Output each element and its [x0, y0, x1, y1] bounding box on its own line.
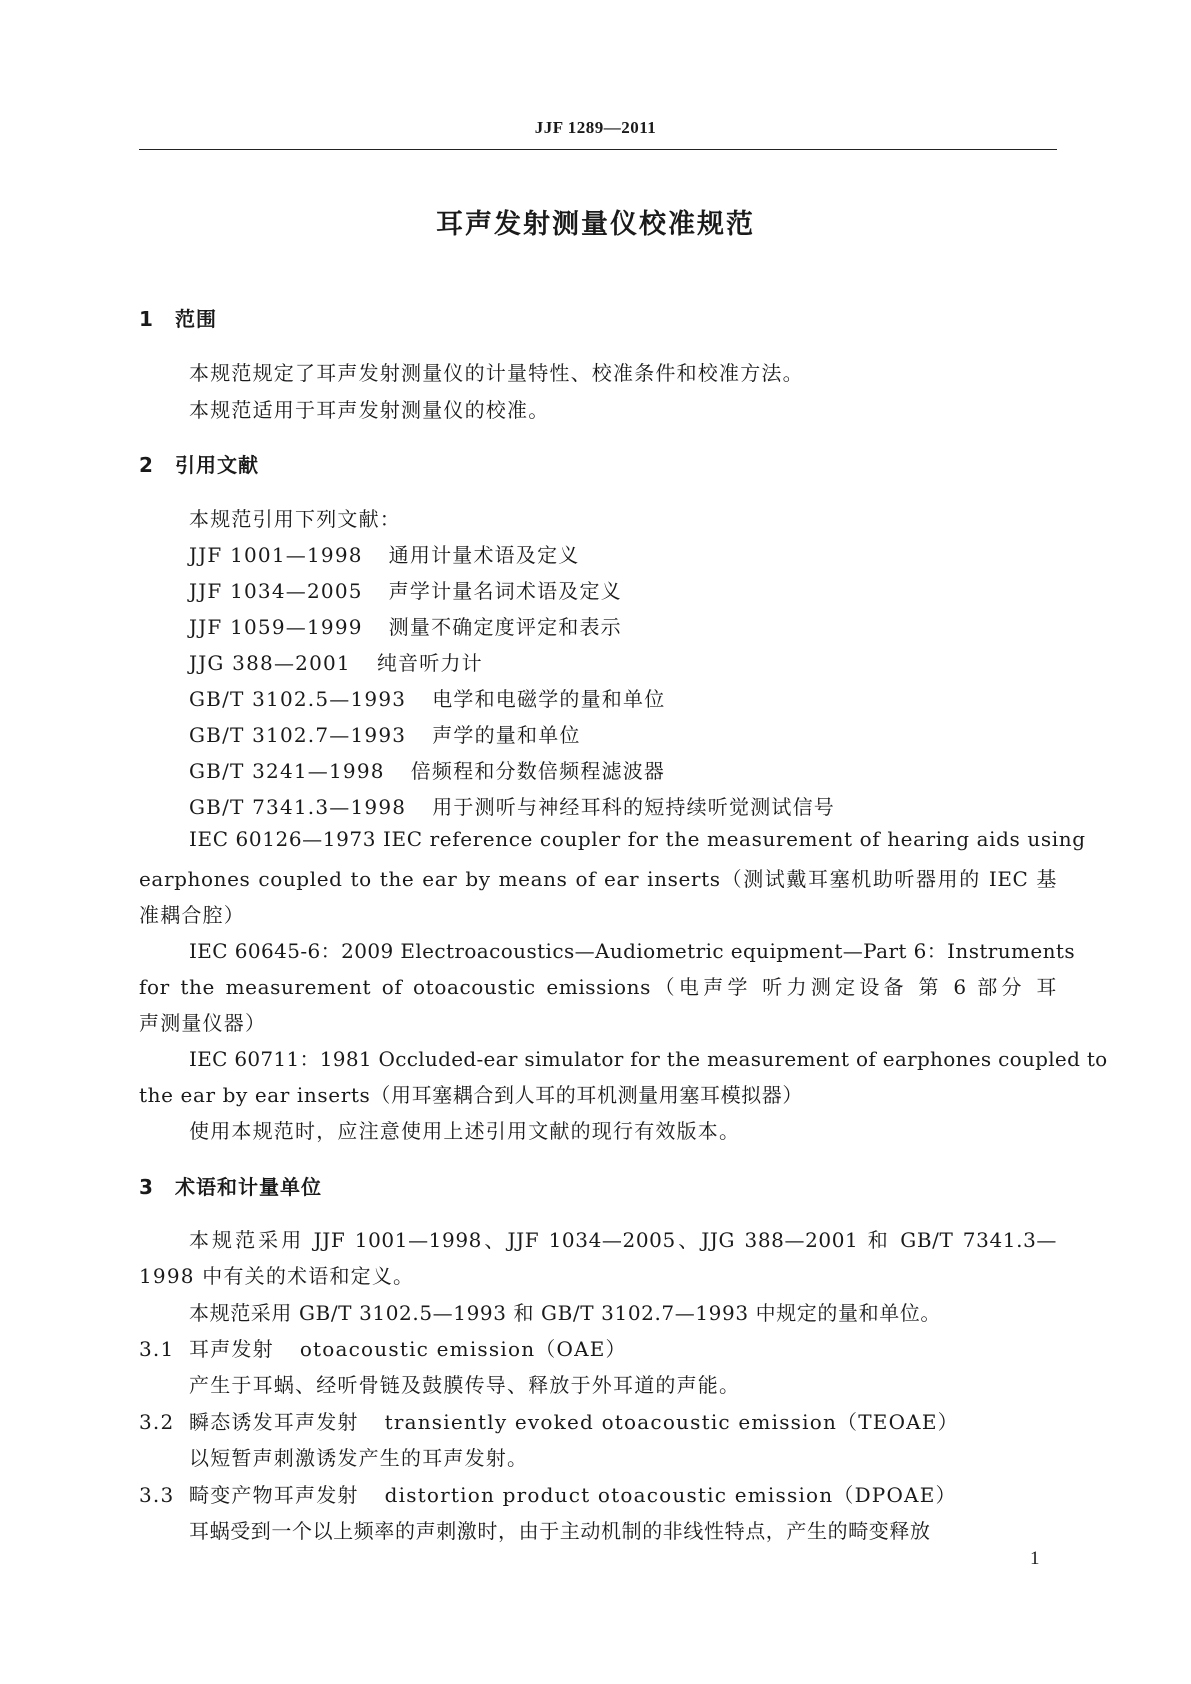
reference-code: JJF 1034—2005 — [189, 579, 363, 603]
term-heading-3-3 — [139, 1479, 1057, 1508]
term-heading-3-2 — [139, 1406, 1057, 1435]
reference-item — [189, 575, 622, 604]
section-title: 术语和计量单位 — [175, 1175, 322, 1199]
section-title: 范围 — [175, 307, 217, 331]
term-cn: 耳声发射 — [189, 1337, 274, 1361]
reference-title: 声学计量名词术语及定义 — [388, 579, 622, 603]
term-number: 3.1 — [139, 1337, 175, 1361]
reference-item — [189, 791, 835, 820]
term-definition-3-3: 耳蜗受到一个以上频率的声刺激时，由于主动机制的非线性特点，产生的畸变释放 — [189, 1519, 931, 1543]
iec-60645-line-2: for the measurement of otoacoustic emissions（电声学 听力测定设备 第 6 部分 耳 — [139, 975, 1057, 999]
scope-paragraph-2: 本规范适用于耳声发射测量仪的校准。 — [189, 398, 550, 422]
term-en: otoacoustic emission（OAE） — [299, 1337, 627, 1361]
reference-item — [189, 719, 581, 748]
term-en: distortion product otoacoustic emission（DPOAE） — [384, 1483, 957, 1507]
header-rule — [139, 149, 1057, 150]
reference-item — [189, 539, 579, 568]
section-heading-1 — [139, 303, 217, 332]
reference-code: JJF 1001—1998 — [189, 543, 363, 567]
iec-60645-line-3: 声测量仪器） — [139, 1011, 267, 1035]
reference-code: GB/T 3241—1998 — [189, 759, 385, 783]
section-heading-3 — [139, 1171, 322, 1200]
reference-item — [189, 755, 665, 784]
term-en: transiently evoked otoacoustic emission（TEOAE） — [384, 1410, 959, 1434]
reference-code: GB/T 7341.3—1998 — [189, 795, 407, 819]
section-number: 1 — [139, 307, 154, 331]
terms-paragraph-1-line-2: 1998 中有关的术语和定义。 — [139, 1264, 415, 1288]
reference-item — [189, 647, 483, 676]
refs-note: 使用本规范时，应注意使用上述引用文献的现行有效版本。 — [189, 1119, 741, 1143]
reference-item — [189, 611, 622, 640]
term-definition-3-2: 以短暂声刺激诱发产生的耳声发射。 — [189, 1446, 529, 1470]
term-definition-3-1: 产生于耳蜗、经听骨链及鼓膜传导、释放于外耳道的声能。 — [189, 1373, 741, 1397]
terms-paragraph-1-line-1: 本规范采用 JJF 1001—1998、JJF 1034—2005、JJG 388—2001 和 GB/T 7341.3— — [189, 1228, 1057, 1252]
reference-title: 测量不确定度评定和表示 — [388, 615, 622, 639]
reference-code: GB/T 3102.7—1993 — [189, 723, 407, 747]
terms-paragraph-2: 本规范采用 GB/T 3102.5—1993 和 GB/T 3102.7—1993 中规定的量和单位。 — [189, 1301, 942, 1325]
reference-code: JJF 1059—1999 — [189, 615, 363, 639]
term-heading-3-1 — [139, 1333, 1057, 1362]
section-number: 3 — [139, 1175, 154, 1199]
reference-title: 纯音听力计 — [376, 651, 483, 675]
term-number: 3.2 — [139, 1410, 175, 1434]
refs-intro: 本规范引用下列文献： — [189, 507, 401, 531]
reference-code: GB/T 3102.5—1993 — [189, 687, 407, 711]
term-cn: 瞬态诱发耳声发射 — [189, 1410, 359, 1434]
page-number: 1 — [1030, 1548, 1040, 1569]
reference-code: JJG 388—2001 — [189, 651, 351, 675]
term-number: 3.3 — [139, 1483, 175, 1507]
iec-60645-line-1: IEC 60645-6：2009 Electroacoustics—Audiometric equipment—Part 6：Instruments — [189, 939, 1076, 963]
iec-60711-line-2: the ear by ear inserts（用耳塞耦合到人耳的耳机测量用塞耳模拟器） — [139, 1083, 803, 1107]
reference-title: 电学和电磁学的量和单位 — [432, 687, 666, 711]
section-number: 2 — [139, 453, 154, 477]
iec-60126-line-2: earphones coupled to the ear by means of ear inserts（测试戴耳塞机助听器用的 IEC 基 — [139, 867, 1057, 891]
running-header: JJF 1289—2011 — [534, 118, 657, 137]
reference-title: 声学的量和单位 — [432, 723, 581, 747]
iec-60711-line-1: IEC 60711：1981 Occluded-ear simulator for the measurement of earphones coupled to — [189, 1047, 1108, 1071]
reference-title: 用于测听与神经耳科的短持续听觉测试信号 — [432, 795, 836, 819]
reference-title: 倍频程和分数倍频程滤波器 — [410, 759, 666, 783]
term-cn: 畸变产物耳声发射 — [189, 1483, 359, 1507]
document-title: 耳声发射测量仪校准规范 — [436, 209, 755, 240]
iec-60126-line-3: 准耦合腔） — [139, 903, 245, 927]
section-title: 引用文献 — [175, 453, 259, 477]
section-heading-2 — [139, 449, 259, 478]
scope-paragraph-1: 本规范规定了耳声发射测量仪的计量特性、校准条件和校准方法。 — [189, 361, 804, 385]
iec-60126-line-1: IEC 60126—1973 IEC reference coupler for the measurement of hearing aids using — [189, 827, 1086, 851]
reference-item — [189, 683, 665, 712]
reference-title: 通用计量术语及定义 — [388, 543, 580, 567]
